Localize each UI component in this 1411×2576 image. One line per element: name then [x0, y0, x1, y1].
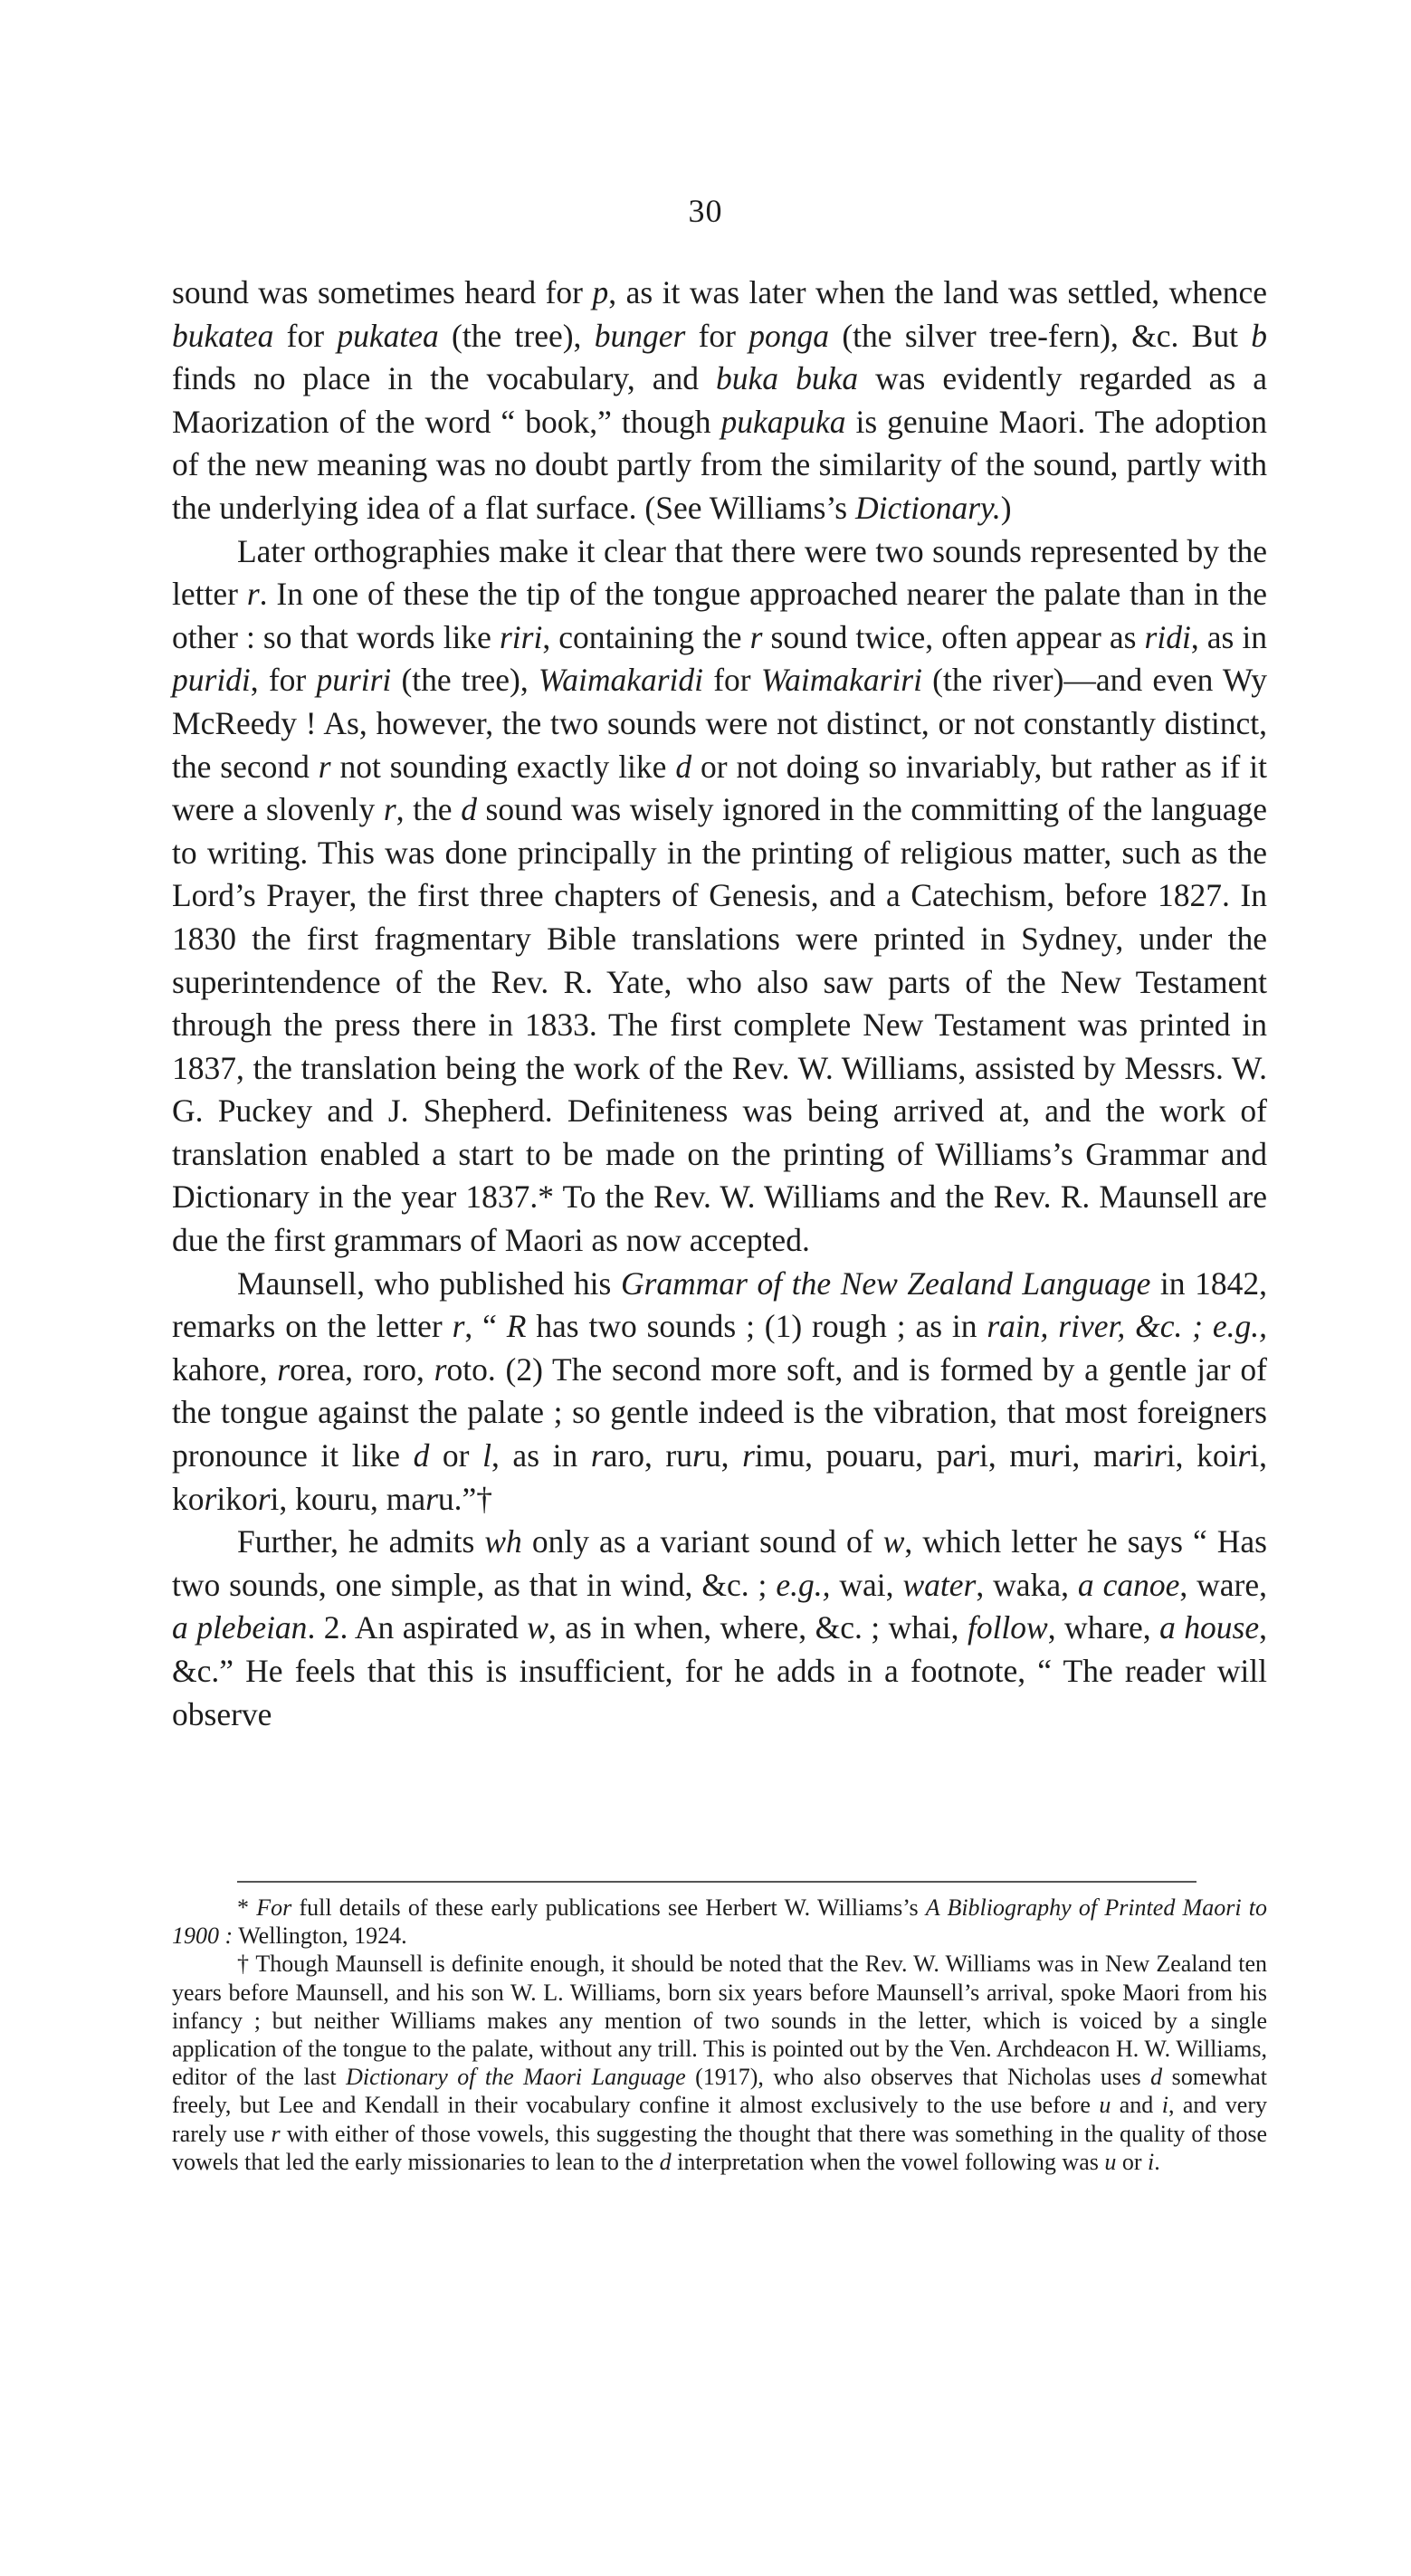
- italic-text-segment: Waimakaridi: [538, 662, 704, 699]
- text-segment: i, ma: [1063, 1437, 1133, 1474]
- text-segment: Maunsell, who published his: [237, 1264, 621, 1302]
- text-segment: sound twice, often appear as: [762, 618, 1145, 655]
- text-segment: kahore,: [172, 1350, 278, 1388]
- text-segment: interpretation when the vowel following was: [671, 2148, 1105, 2175]
- italic-text-segment: Dictionary of the Maori Language: [346, 2064, 686, 2091]
- italic-text-segment: r: [425, 1480, 438, 1517]
- italic-text-segment: Grammar of the New Zealand Language: [620, 1264, 1151, 1302]
- text-segment: sound was wisely ignored in the committing of the language to writing. This was done principally in the printing of religious matter, such as the Lord’s Prayer, the first three chapters of Genesis, and a Catechism, before 1827. In 1830 the first fragmentary Bible translations were printed in Sydney, under the superintendence of the Rev. R. Yate, who also saw parts of the New Testament through the press there in 1833. The first complete New Testament was printed in 1837, the translation being the work of the Rev. W. Williams, assisted by Messrs. W. G. Puckey and J. Shepherd. Definiteness was being arrived at, and the work of translation enabled a start to be made on the printing of Williams’s Grammar and Dictionary in the year 1837.* To the Rev. W. Williams and the Rev. R. Maunsell are due the first grammars of Maori as now accepted.: [172, 791, 1267, 1259]
- paragraph: [172, 272, 1267, 530]
- text-segment: (1917), who also observes that Nicholas uses: [685, 2064, 1151, 2091]
- text-segment: for: [703, 662, 761, 699]
- italic-text-segment: p: [592, 274, 609, 310]
- text-segment: imu, pouaru, pa: [754, 1437, 968, 1474]
- text-segment: (the tree),: [391, 662, 539, 699]
- text-segment: , as it was later when the land was settled, whence: [608, 274, 1267, 310]
- italic-text-segment: l: [482, 1437, 491, 1474]
- footnotes: [172, 1894, 1267, 2176]
- text-segment: u,: [704, 1437, 743, 1474]
- italic-text-segment: e.g.,: [776, 1566, 831, 1603]
- italic-text-segment: r: [967, 1437, 979, 1474]
- text-segment: , waka,: [976, 1566, 1078, 1603]
- text-segment: for: [273, 317, 338, 354]
- italic-text-segment: r: [692, 1437, 705, 1474]
- italic-text-segment: w: [882, 1523, 905, 1560]
- text-segment: Later orthographies make it clear that there were two sounds represented by the letter: [172, 532, 1267, 613]
- text-segment: , containing the: [542, 618, 750, 655]
- text-segment: sound was sometimes heard for: [172, 274, 593, 310]
- italic-text-segment: r: [749, 618, 763, 655]
- text-segment: , as in: [491, 1437, 591, 1474]
- text-segment: .: [1154, 2148, 1160, 2175]
- text-segment: (the tree),: [438, 317, 595, 354]
- text-segment: † Though Maunsell is definite enough, it should be noted that the Rev. W. Williams was in New Zealand ten years before Maunsell, and his son W. L. Williams, born six years before Maunsell’s arrival, spoke Maori from his infancy ; but neither Williams makes any mention of two sounds in the letter, which is voiced by a single application of the tongue to the palate, without any trill. This is pointed out by the Ven. Archdeacon H. W. Williams, editor of the last: [172, 1951, 1267, 2091]
- italic-text-segment: r: [257, 1480, 271, 1517]
- italic-text-segment: For: [256, 1894, 292, 1921]
- italic-text-segment: r: [277, 1350, 291, 1388]
- italic-text-segment: r: [742, 1437, 755, 1474]
- text-segment: , ware,: [1179, 1566, 1268, 1603]
- italic-text-segment: r: [383, 791, 396, 828]
- italic-text-segment: ponga: [748, 317, 830, 354]
- text-segment: only as a variant sound of: [521, 1523, 883, 1560]
- text-segment: and: [1111, 2092, 1162, 2119]
- text-segment: . In one of these the tip of the tongue approached nearer the palate than in the other : so that words like: [172, 576, 1267, 655]
- text-segment: or not doing so invariably, but rather as if it were a slovenly: [172, 748, 1267, 828]
- text-segment: Further, he admits: [237, 1523, 485, 1560]
- text-segment: i, mu: [978, 1437, 1051, 1474]
- text-segment: aro, ru: [603, 1437, 693, 1474]
- text-segment: *: [237, 1894, 257, 1921]
- italic-text-segment: w: [527, 1609, 548, 1646]
- italic-text-segment: a house: [1159, 1609, 1260, 1646]
- body-text: [172, 272, 1267, 1736]
- text-segment: , for: [250, 662, 317, 699]
- italic-text-segment: water: [902, 1566, 977, 1603]
- italic-text-segment: riri: [499, 618, 543, 655]
- text-segment: , the: [396, 791, 462, 828]
- italic-text-segment: buka buka: [716, 360, 859, 397]
- italic-text-segment: d: [461, 791, 477, 828]
- italic-text-segment: pukapuka: [720, 403, 846, 440]
- italic-text-segment: r: [246, 576, 260, 613]
- text-segment: , which letter he says “ Has two sounds, one simple, as that in wind, &c. ;: [172, 1523, 1267, 1603]
- footnote: [172, 1950, 1267, 2176]
- italic-text-segment: puridi: [172, 662, 251, 699]
- italic-text-segment: r: [1132, 1437, 1146, 1474]
- text-segment: u.”†: [437, 1480, 493, 1517]
- italic-text-segment: d: [659, 2148, 672, 2175]
- text-segment: in 1842, remarks on the letter: [172, 1264, 1267, 1345]
- italic-text-segment: r: [434, 1350, 447, 1388]
- text-segment: , as in: [1190, 618, 1267, 655]
- italic-text-segment: r: [1153, 1437, 1167, 1474]
- text-segment: for: [685, 317, 749, 354]
- text-segment: somewhat freely, but Lee and Kendall in their vocabulary confine it almost exclusively to the use before: [172, 2064, 1267, 2119]
- italic-text-segment: puriri: [316, 662, 392, 699]
- text-segment: , as in when, where, &c. ; whai,: [548, 1609, 968, 1646]
- text-segment: i, ko: [172, 1437, 1268, 1517]
- italic-text-segment: follow: [967, 1609, 1048, 1646]
- italic-text-segment: rain, river, &c. ; e.g.,: [987, 1308, 1267, 1345]
- text-segment: orea, roro,: [290, 1350, 434, 1388]
- italic-text-segment: r: [1237, 1437, 1251, 1474]
- text-segment: has two sounds ; (1) rough ; as in: [526, 1308, 987, 1345]
- text-segment: , whare,: [1047, 1609, 1160, 1646]
- text-segment: or: [429, 1437, 483, 1474]
- italic-text-segment: bunger: [594, 317, 686, 354]
- italic-text-segment: b: [1251, 317, 1267, 354]
- italic-text-segment: ridi: [1144, 618, 1191, 655]
- italic-text-segment: Dictionary.: [855, 489, 1001, 526]
- italic-text-segment: d: [413, 1437, 430, 1474]
- text-segment: i, koi: [1166, 1437, 1238, 1474]
- italic-text-segment: r: [318, 748, 331, 785]
- text-segment: , &c.” He feels that this is insufficient, for he adds in a footnote, “ The reader will observe: [172, 1609, 1268, 1732]
- italic-text-segment: a canoe: [1077, 1566, 1180, 1603]
- text-segment: , and very rarely use: [172, 2092, 1267, 2147]
- text-segment: i: [1145, 1437, 1154, 1474]
- italic-text-segment: d: [1150, 2064, 1163, 2091]
- italic-text-segment: u: [1099, 2092, 1111, 2119]
- italic-text-segment: d: [675, 748, 692, 785]
- text-segment: with either of those vowels, this suggesting the thought that there was something in the quality of those vowels that led the early missionaries to lean to the: [172, 2120, 1267, 2175]
- text-segment: , “: [464, 1308, 507, 1345]
- text-segment: (the river)—and even Wy McReedy ! As, however, the two sounds were not distinct, or not constantly distinct, the second: [172, 662, 1267, 785]
- italic-text-segment: A Bibliography of Printed Maori to 1900 :: [172, 1894, 1267, 1950]
- text-segment: (the silver tree-fern), &c. But: [829, 317, 1252, 354]
- text-segment: was evidently regarded as a Maorization of the word “ book,” though: [172, 360, 1267, 440]
- italic-text-segment: r: [1050, 1437, 1063, 1474]
- text-segment: i, kouru, ma: [270, 1480, 426, 1517]
- italic-text-segment: i: [1161, 2092, 1168, 2119]
- italic-text-segment: r: [590, 1437, 604, 1474]
- text-segment: iko: [216, 1480, 258, 1517]
- italic-text-segment: r: [271, 2120, 281, 2147]
- italic-text-segment: R: [506, 1308, 527, 1345]
- text-segment: is genuine Maori. The adoption of the new meaning was no doubt partly from the similarity of the sound, partly with the underlying idea of a flat surface. (See Williams’s: [172, 403, 1267, 526]
- italic-text-segment: Waimakariri: [760, 662, 922, 699]
- italic-text-segment: pukatea: [337, 317, 439, 354]
- text-segment: finds no place in the vocabulary, and: [172, 360, 717, 397]
- italic-text-segment: r: [452, 1308, 465, 1345]
- paragraph: [172, 530, 1267, 1263]
- text-segment: ): [1000, 489, 1012, 526]
- text-segment: . 2. An aspirated: [307, 1609, 528, 1646]
- text-segment: Wellington, 1924.: [233, 1922, 407, 1950]
- italic-text-segment: bukatea: [172, 317, 274, 354]
- italic-text-segment: i: [1148, 2148, 1155, 2175]
- footnote: [172, 1894, 1267, 1950]
- paragraph: [172, 1521, 1267, 1736]
- footnote-divider: [237, 1881, 1196, 1883]
- page-number: 30: [688, 193, 723, 229]
- paragraph: [172, 1263, 1267, 1522]
- italic-text-segment: a plebeian: [172, 1609, 308, 1646]
- text-segment: full details of these early publications see Herbert W. Williams’s: [291, 1894, 926, 1921]
- text-segment: not sounding exactly like: [330, 748, 676, 785]
- text-segment: oto. (2) The second more soft, and is formed by a gentle jar of the tongue against the palate ; so gentle indeed is the vibration, that most foreigners pronounce it like: [172, 1350, 1267, 1474]
- text-segment: or: [1116, 2148, 1149, 2175]
- italic-text-segment: r: [204, 1480, 217, 1517]
- text-segment: wai,: [830, 1566, 903, 1603]
- italic-text-segment: u: [1104, 2148, 1117, 2175]
- italic-text-segment: wh: [484, 1523, 522, 1560]
